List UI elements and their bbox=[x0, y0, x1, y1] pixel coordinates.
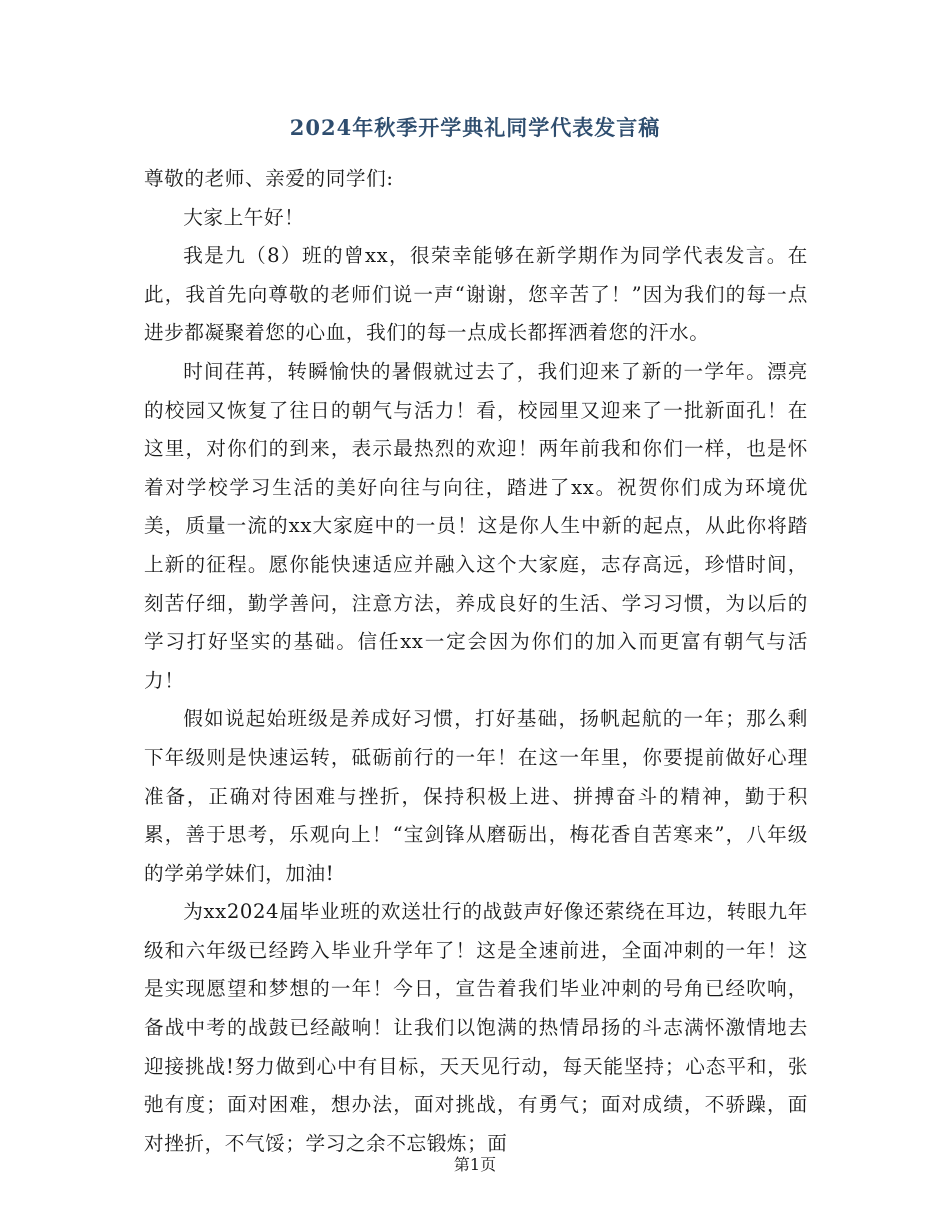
paragraph-welcome: 时间荏苒，转瞬愉快的暑假就过去了，我们迎来了新的一学年。漂亮的校园又恢复了往日的朝气与活力！看，校园里又迎来了一批新面孔！在这里，对你们的到来，表示最热烈的欢迎！两年前我和你们一样，也是怀着对学校学习生活的美好向往与向往，踏进了xx。祝贺你们成为环境优美，质量一流的xx大家庭中的一员！这是你人生中新的起点，从此你将踏上新的征程。愿你能快速适应并融入这个大家庭，志存高远，珍惜时间，刻苦仔细，勤学善问，注意方法，养成良好的生活、学习习惯，为以后的学习打好坚实的基础。信任xx一定会因为你们的加入而更富有朝气与活力！ bbox=[144, 359, 808, 692]
paragraph-encouragement: 假如说起始班级是养成好习惯，打好基础，扬帆起航的一年；那么剩下年级则是快速运转，砥砺前行的一年！在这一年里，你要提前做好心理准备，正确对待困难与挫折，保持积极上进、拼搏奋斗的精神，勤于积累，善于思考，乐观向上！“宝剑锋从磨砺出，梅花香自苦寒来”，八年级的学弟学妹们，加油! bbox=[144, 707, 808, 885]
document-title: 2024年秋季开学典礼同学代表发言稿 bbox=[289, 115, 661, 140]
paragraph-graduating-class: 为xx2024届毕业班的欢送壮行的战鼓声好像还萦绕在耳边，转眼九年级和六年级已经跨入毕业升学年了！这是全速前进，全面冲刺的一年！这是实现愿望和梦想的一年！今日，宣告着我们毕业冲刺的号角已经吹响，备战中考的战鼓已经敲响！让我们以饱满的热情昂扬的斗志满怀激情地去迎接挑战!努力做到心中有目标，天天见行动，每天能坚持；心态平和，张弛有度；面对困难，想办法，面对挑战，有勇气；面对成绩，不骄躁，面对挫折，不气馁；学习之余不忘锻炼；面 bbox=[144, 900, 808, 1155]
paragraph-greeting: 大家上午好！ bbox=[183, 205, 305, 229]
paragraph-introduction: 我是九（8）班的曾xx，很荣幸能够在新学期作为同学代表发言。在此，我首先向尊敬的老师们说一声“谢谢，您辛苦了！”因为我们的每一点进步都凝聚着您的心血，我们的每一点成长都挥洒着您的汗水。 bbox=[144, 244, 808, 345]
page-number: 第1页 bbox=[453, 1155, 497, 1174]
salutation: 尊敬的老师、亲爱的同学们: bbox=[144, 167, 394, 190]
document-body bbox=[144, 160, 808, 1163]
